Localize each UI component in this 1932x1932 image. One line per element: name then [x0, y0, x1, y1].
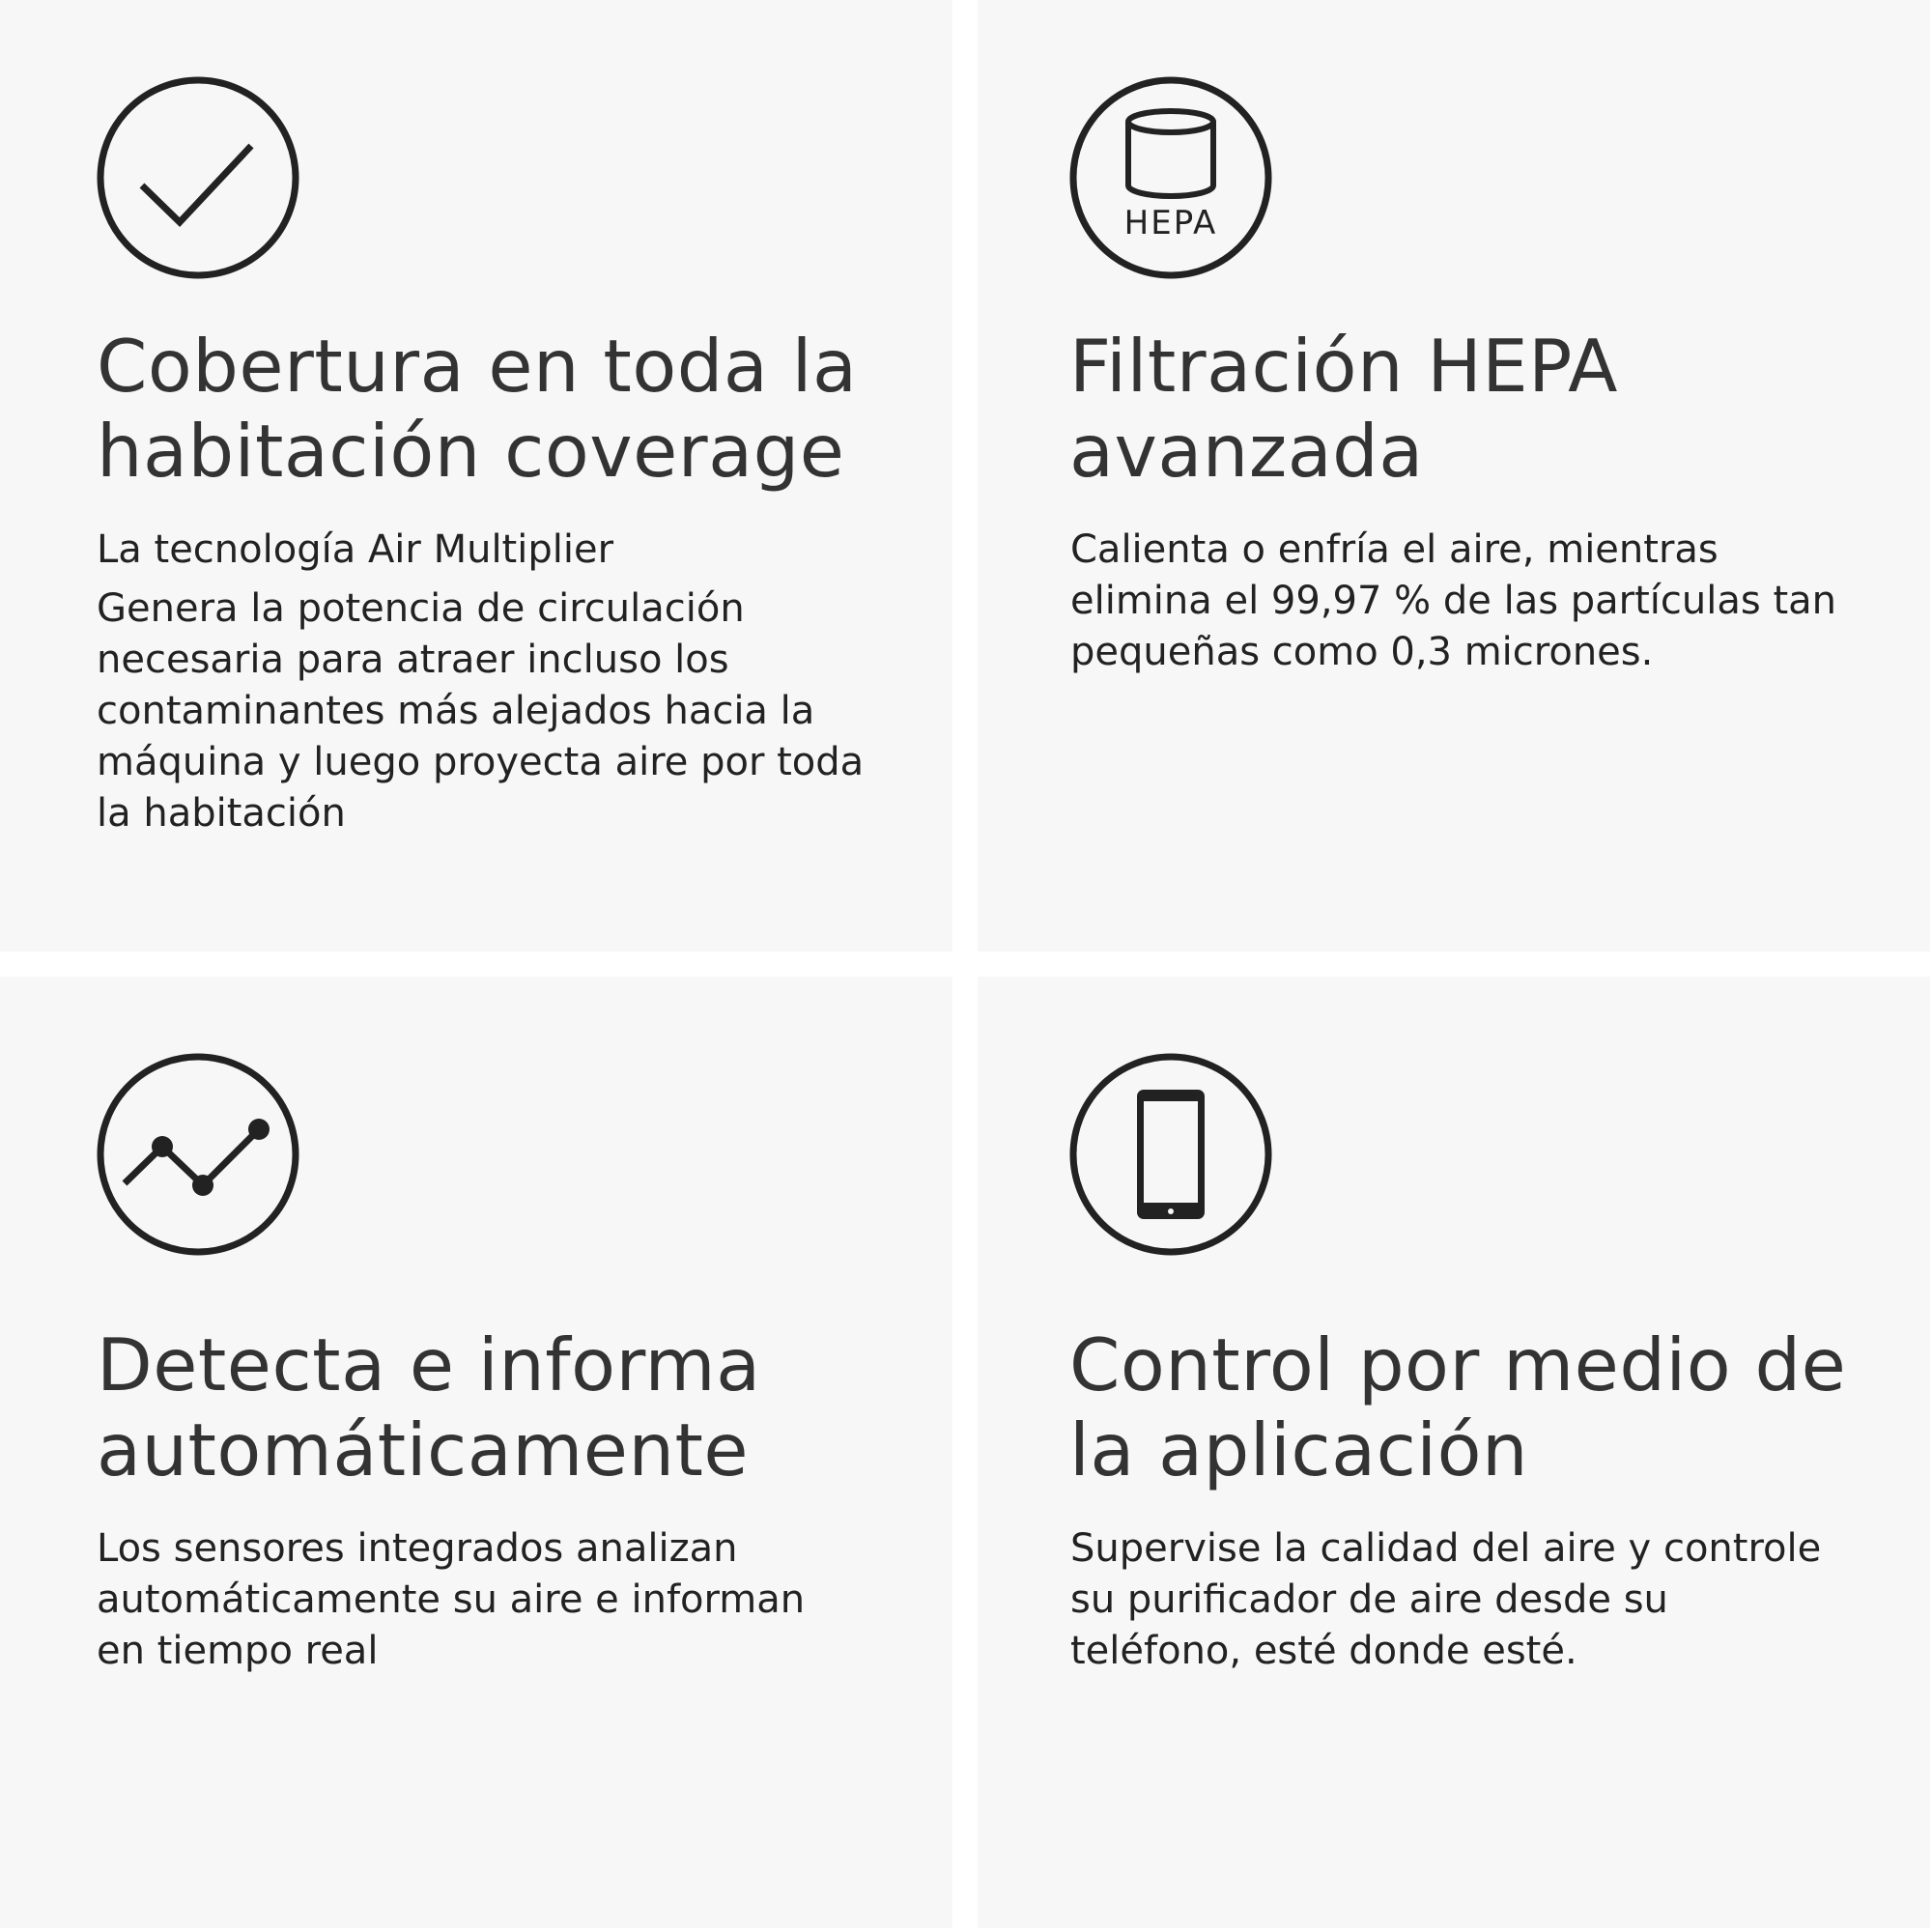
smartphone-icon	[1069, 1053, 1272, 1256]
feature-title: Detecta e informa automáticamente	[97, 1322, 761, 1492]
hepa-filter-icon	[1069, 76, 1272, 279]
feature-title: Cobertura en toda la habitación coverage	[97, 324, 858, 494]
feature-body: Calienta o enfría el aire, mientras elimina el 99,97 % de las partículas tan pequeñas como 0,3 micrones.	[1070, 527, 1836, 674]
feature-title: Filtración HEPA avanzada	[1069, 324, 1618, 494]
checkmark-circle-icon	[97, 76, 299, 279]
line-graph-icon	[97, 1053, 299, 1256]
feature-description	[97, 1523, 850, 1677]
feature-body: Los sensores integrados analizan automáticamente su aire e informan en tiempo real	[97, 1526, 806, 1673]
feature-description	[1070, 1523, 1833, 1677]
hepa-icon-label: HEPA	[1123, 204, 1218, 242]
feature-card-app-control	[978, 977, 1930, 1928]
feature-title: Control por medio de la aplicación	[1069, 1322, 1847, 1492]
feature-body: Genera la potencia de circulación necesaria para atraer incluso los contaminantes más alejados hacia la máquina y luego proyecta aire por toda la habitación	[97, 586, 865, 836]
feature-description	[97, 525, 908, 839]
feature-card-hepa	[978, 0, 1930, 952]
feature-description	[1070, 525, 1843, 678]
feature-lead: La tecnología Air Multiplier	[97, 527, 614, 572]
feature-body: Supervise la calidad del aire y controle su purificador de aire desde su teléfono, esté donde esté.	[1070, 1526, 1822, 1673]
feature-card-sensors	[0, 977, 952, 1928]
